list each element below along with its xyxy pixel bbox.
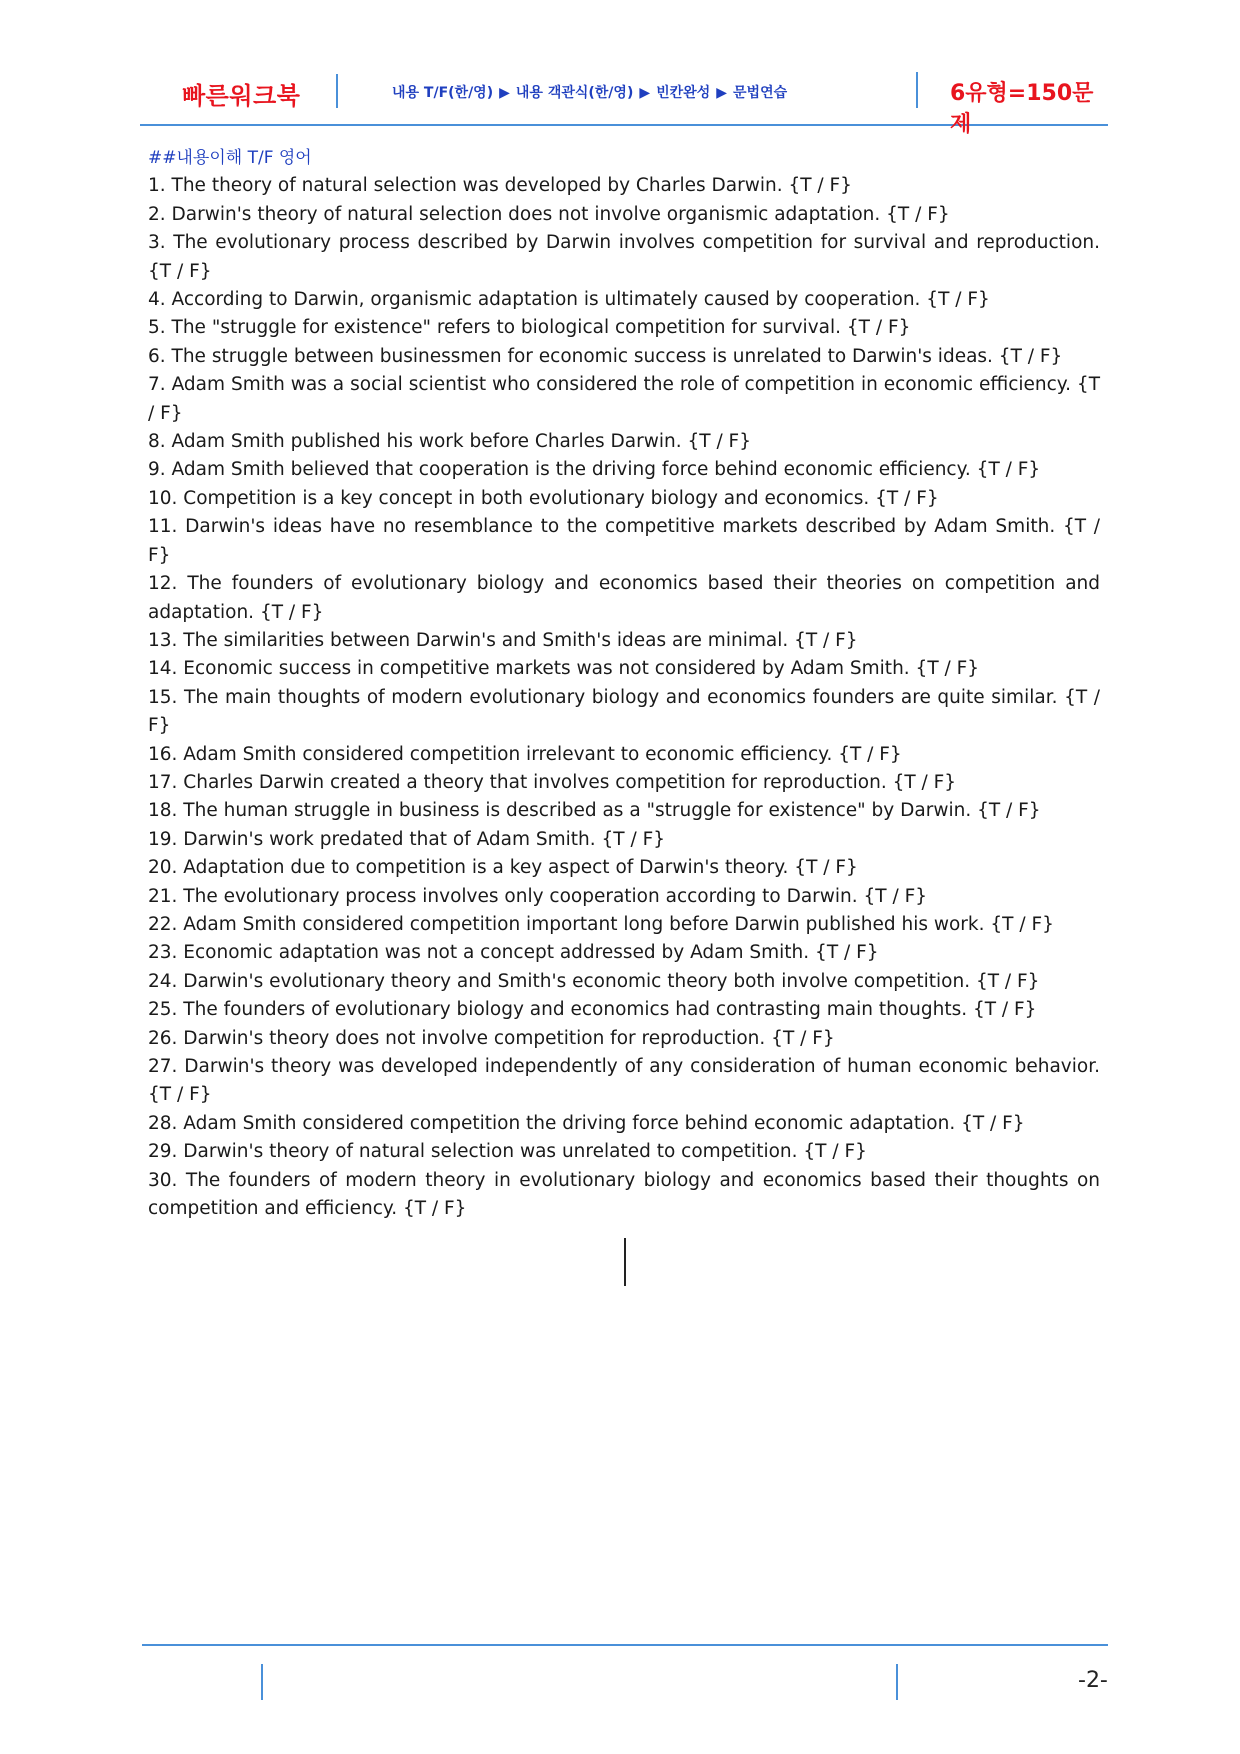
- question-item: 6. The struggle between businessmen for economic success is unrelated to Darwin's ideas. {T / F}: [148, 345, 1063, 367]
- header-divider-right: [916, 72, 918, 108]
- flow-step-3: 빈칸완성: [656, 85, 711, 101]
- footer-rule: [142, 1644, 1108, 1646]
- question-item: 24. Darwin's evolutionary theory and Smith's economic theory both involve competition. {T / F}: [148, 970, 1040, 992]
- flow-step-4: 문법연습: [733, 85, 788, 101]
- question-item: 17. Charles Darwin created a theory that involves competition for reproduction. {T / F}: [148, 771, 957, 793]
- question-item: 16. Adam Smith considered competition irrelevant to economic efficiency. {T / F}: [148, 743, 902, 765]
- question-item: 1. The theory of natural selection was developed by Charles Darwin. {T / F}: [148, 175, 852, 197]
- brand-title: 빠른워크북: [182, 82, 301, 110]
- text-cursor: [624, 1238, 626, 1286]
- question-item: 20. Adaptation due to competition is a key aspect of Darwin's theory. {T / F}: [148, 857, 858, 879]
- question-item: 29. Darwin's theory of natural selection was unrelated to competition. {T / F}: [148, 1141, 867, 1163]
- workflow-steps: [392, 82, 787, 102]
- question-item: 11. Darwin's ideas have no resemblance to the competitive markets described by Adam Smith. {T / F}: [148, 516, 1100, 566]
- page-header: [140, 60, 1108, 137]
- question-item: 9. Adam Smith believed that cooperation is the driving force behind economic efficiency. {T / F}: [148, 459, 1041, 481]
- questions-container: [148, 172, 1100, 1223]
- question-item: 8. Adam Smith published his work before Charles Darwin. {T / F}: [148, 431, 751, 453]
- question-item: 2. Darwin's theory of natural selection does not involve organismic adaptation. {T / F}: [148, 203, 950, 225]
- footer-divider-right: [896, 1664, 898, 1700]
- question-item: 19. Darwin's work predated that of Adam Smith. {T / F}: [148, 828, 665, 850]
- question-item: 22. Adam Smith considered competition important long before Darwin published his work. {T / F}: [148, 913, 1054, 935]
- question-item: 5. The "struggle for existence" refers to biological competition for survival. {T / F}: [148, 317, 911, 339]
- arrow-right-icon: ▶: [499, 85, 510, 101]
- question-item: 10. Competition is a key concept in both evolutionary biology and economics. {T / F}: [148, 487, 939, 509]
- question-item: 28. Adam Smith considered competition the driving force behind economic adaptation. {T / F}: [148, 1112, 1025, 1134]
- flow-step-2: 내용 객관식(한/영): [515, 85, 634, 101]
- question-item: 27. Darwin's theory was developed independently of any consideration of human economic behavior. {T / F}: [148, 1056, 1100, 1106]
- header-divider-left: [336, 74, 338, 108]
- arrow-right-icon: ▶: [716, 85, 728, 101]
- question-item: 13. The similarities between Darwin's and Smith's ideas are minimal. {T / F}: [148, 629, 858, 651]
- question-item: 26. Darwin's theory does not involve competition for reproduction. {T / F}: [148, 1027, 835, 1049]
- page-number: -2-: [1078, 1668, 1108, 1693]
- question-item: 30. The founders of modern theory in evolutionary biology and economics based their thoughts on competition and efficiency. {T / F}: [148, 1169, 1100, 1220]
- question-item: 15. The main thoughts of modern evolutionary biology and economics founders are quite similar. {T / F}: [148, 686, 1100, 737]
- question-list: [148, 144, 1100, 1223]
- question-item: 18. The human struggle in business is described as a "struggle for existence" by Darwin. {T / F}: [148, 800, 1041, 822]
- problem-count: 6유형=150문제: [950, 81, 1094, 137]
- section-title: ##내용이해 T/F 영어: [148, 148, 312, 168]
- question-item: 7. Adam Smith was a social scientist who considered the role of competition in economic efficiency. {T / F}: [148, 374, 1100, 424]
- question-item: 23. Economic adaptation was not a concept addressed by Adam Smith. {T / F}: [148, 942, 879, 964]
- question-item: 25. The founders of evolutionary biology and economics had contrasting main thoughts. {T / F}: [148, 999, 1037, 1021]
- question-item: 3. The evolutionary process described by Darwin involves competition for survival and reproduction. {T / F}: [148, 232, 1100, 282]
- question-item: 4. According to Darwin, organismic adaptation is ultimately caused by cooperation. {T / F}: [148, 289, 990, 311]
- question-item: 12. The founders of evolutionary biology and economics based their theories on competition and adaptation. {T / F}: [148, 573, 1100, 623]
- flow-step-1: 내용 T/F(한/영): [392, 85, 494, 101]
- question-item: 14. Economic success in competitive markets was not considered by Adam Smith. {T / F}: [148, 658, 980, 680]
- arrow-right-icon: ▶: [639, 85, 651, 101]
- question-item: 21. The evolutionary process involves only cooperation according to Darwin. {T / F}: [148, 885, 927, 907]
- footer-divider-left: [261, 1664, 263, 1700]
